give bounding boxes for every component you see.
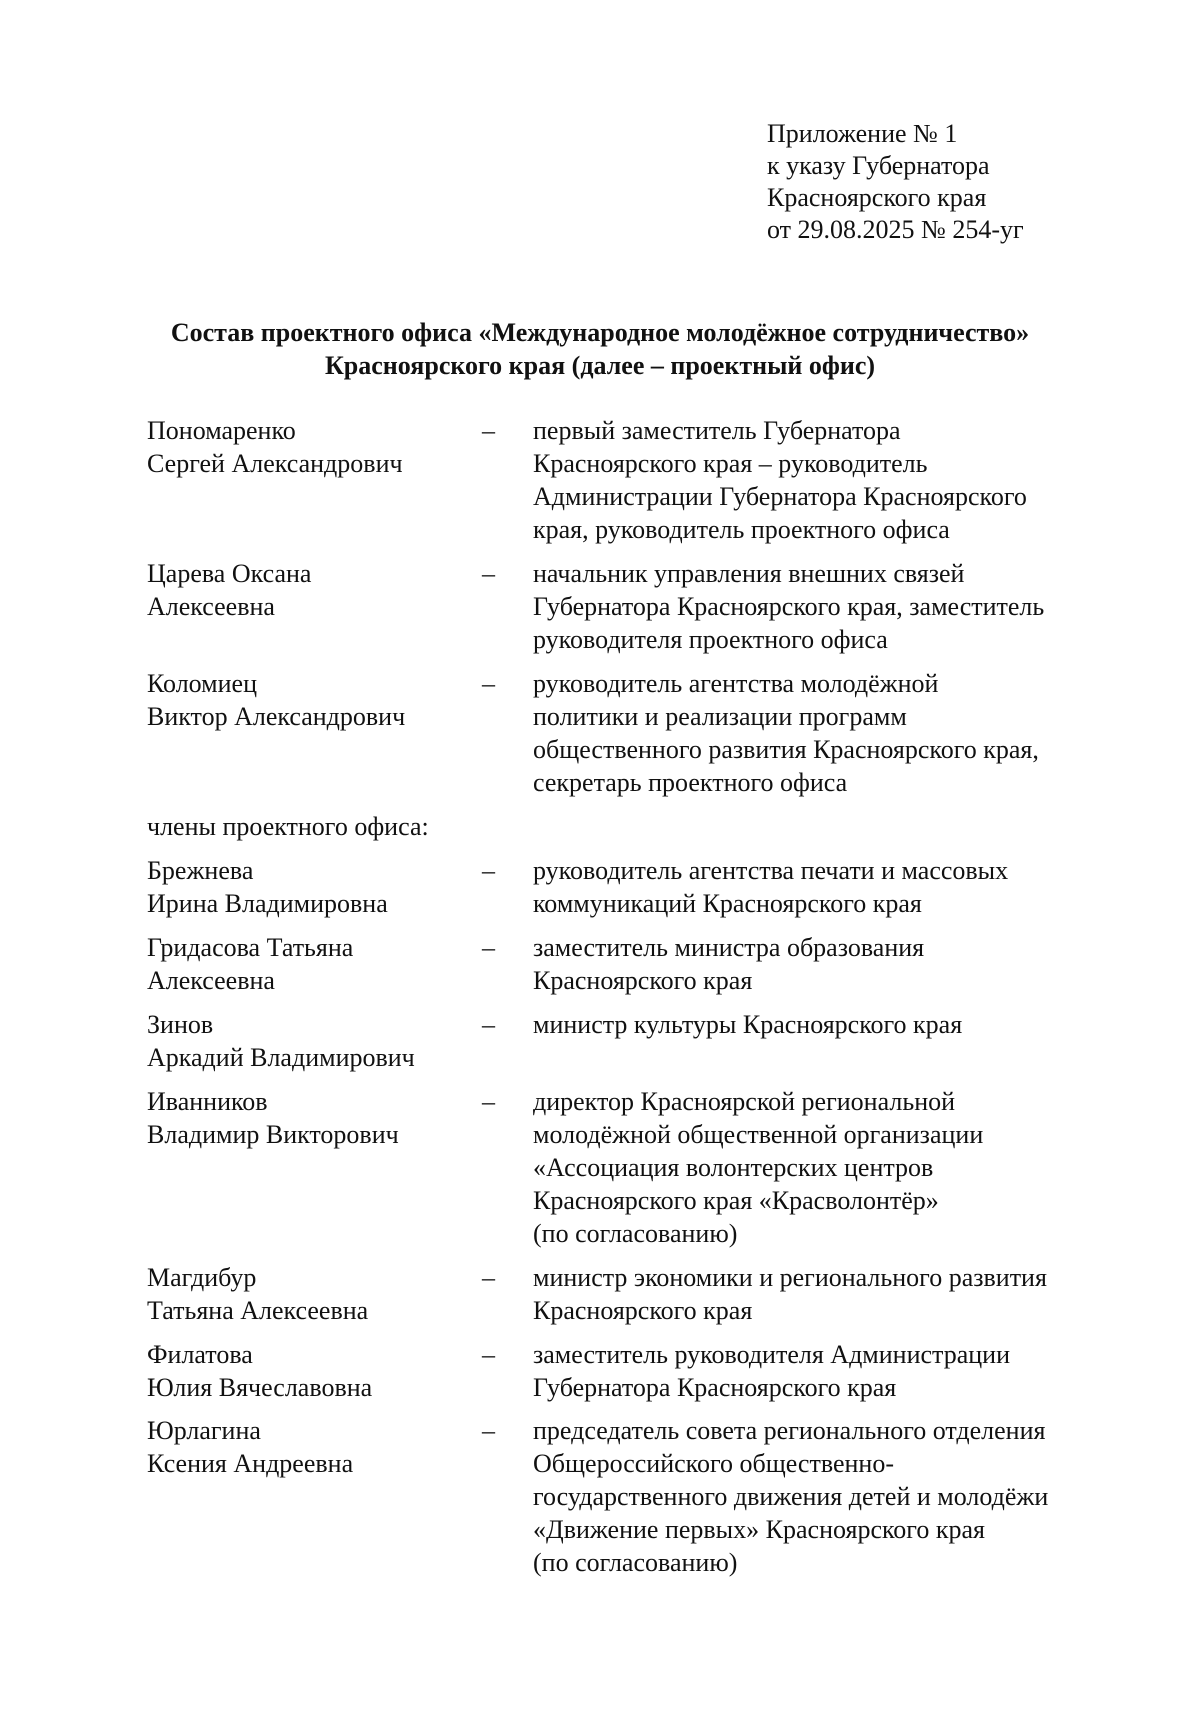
person-position: министр культуры Красноярского края	[533, 1010, 963, 1039]
appendix-line: Красноярского края	[767, 183, 987, 212]
appendix-line: Приложение № 1	[767, 119, 958, 148]
dash-separator: –	[482, 1087, 495, 1116]
roster-entry	[147, 557, 1107, 656]
roster-entry	[147, 414, 1107, 546]
members-heading: члены проектного офиса:	[147, 812, 429, 841]
person-name: Иванников Владимир Викторович	[147, 1087, 399, 1149]
person-position: заместитель руководителя Администрации Губернатора Красноярского края	[533, 1340, 1011, 1402]
person-position: председатель совета регионального отделения Общероссийского общественно- государственного движения детей и молодёжи «Движение первых» Красноярского края (по согласованию)	[533, 1416, 1049, 1577]
person-position: руководитель агентства печати и массовых коммуникаций Красноярского края	[533, 856, 1009, 918]
person-name: Гридасова Татьяна Алексеевна	[147, 933, 354, 995]
dash-separator: –	[482, 669, 495, 698]
roster-entry	[147, 854, 1107, 920]
person-name: Брежнева Ирина Владимировна	[147, 856, 388, 918]
roster-entry	[147, 1414, 1107, 1579]
person-name: Филатова Юлия Вячеславовна	[147, 1340, 373, 1402]
document-title	[0, 316, 1200, 382]
person-position: начальник управления внешних связей Губернатора Красноярского края, заместитель руководителя проектного офиса	[533, 559, 1045, 654]
title-line: Состав проектного офиса «Международное молодёжное сотрудничество»	[170, 318, 1030, 347]
appendix-header	[767, 118, 1024, 246]
dash-separator: –	[482, 856, 495, 885]
person-name: Царева Оксана Алексеевна	[147, 559, 312, 621]
dash-separator: –	[482, 933, 495, 962]
person-position: директор Красноярской региональной молодёжной общественной организации «Ассоциация волонтерских центров Красноярского края «Красволонтёр» (по согласованию)	[533, 1087, 984, 1248]
dash-separator: –	[482, 1416, 495, 1445]
person-name: Коломиец Виктор Александрович	[147, 669, 406, 731]
title-line: Красноярского края (далее – проектный офис)	[324, 351, 876, 380]
dash-separator: –	[482, 416, 495, 445]
roster-entry	[147, 931, 1107, 997]
person-name: Пономаренко Сергей Александрович	[147, 416, 403, 478]
person-name: Юрлагина Ксения Андреевна	[147, 1416, 354, 1478]
person-name: Зинов Аркадий Владимирович	[147, 1010, 415, 1072]
dash-separator: –	[482, 1010, 495, 1039]
dash-separator: –	[482, 559, 495, 588]
roster-entry	[147, 1085, 1107, 1250]
person-position: заместитель министра образования Красноярского края	[533, 933, 925, 995]
appendix-line: к указу Губернатора	[767, 151, 990, 180]
person-name: Магдибур Татьяна Алексеевна	[147, 1263, 369, 1325]
roster-entry	[147, 1008, 1107, 1074]
appendix-line: от 29.08.2025 № 254-уг	[767, 215, 1024, 244]
roster-entry	[147, 1261, 1107, 1327]
dash-separator: –	[482, 1263, 495, 1292]
person-position: первый заместитель Губернатора Красноярского края – руководитель Администрации Губернатора Красноярского края, руководитель проектного офиса	[533, 416, 1027, 544]
roster-entry	[147, 1338, 1107, 1404]
roster-entry	[147, 667, 1107, 799]
person-position: министр экономики и регионального развития Красноярского края	[533, 1263, 1047, 1325]
office-roster	[147, 414, 1107, 1579]
dash-separator: –	[482, 1340, 495, 1369]
person-position: руководитель агентства молодёжной политики и реализации программ общественного развития Красноярского края, секретарь проектного офиса	[533, 669, 1039, 797]
